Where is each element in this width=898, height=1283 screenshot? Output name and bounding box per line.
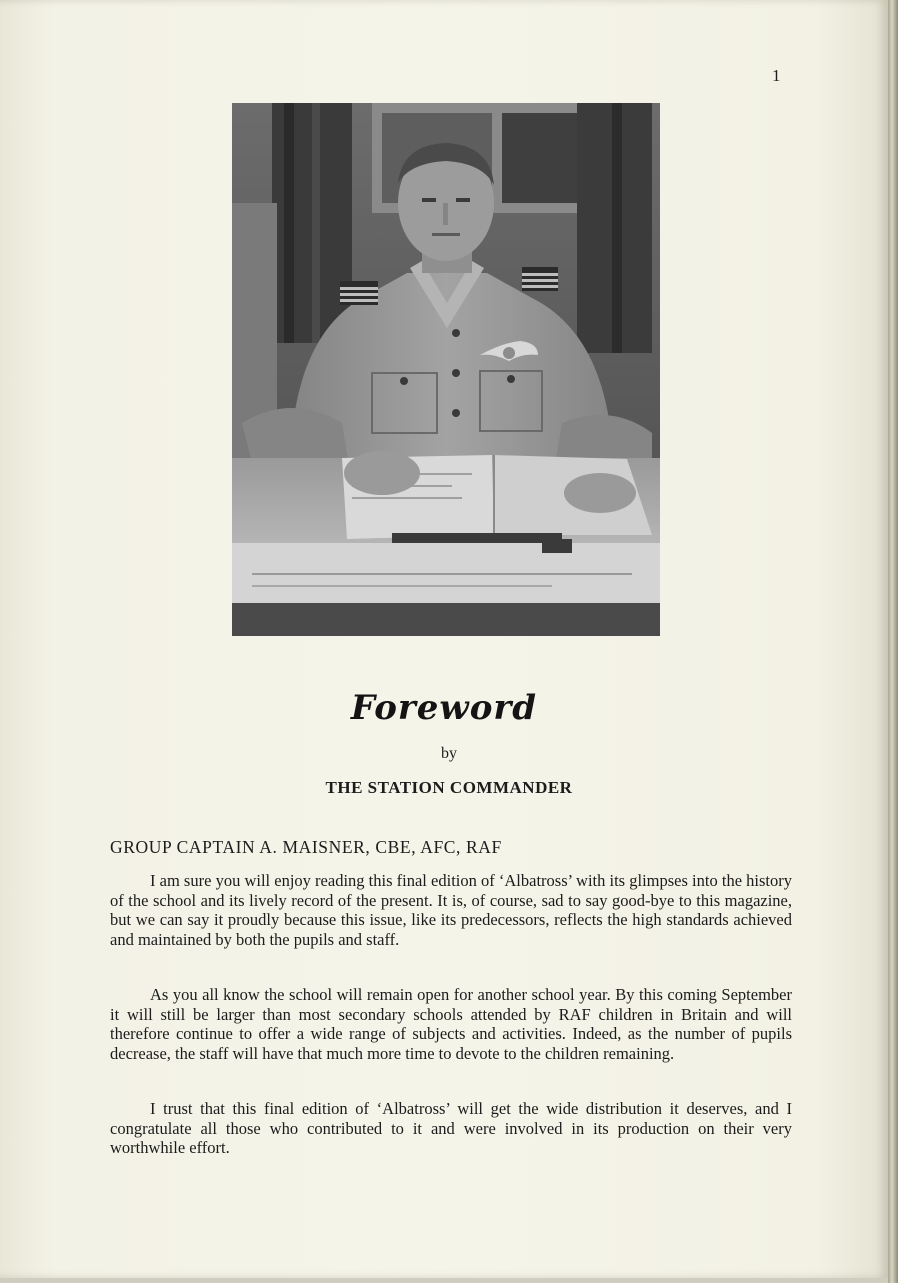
author-name: GROUP CAPTAIN A. MAISNER, CBE, AFC, RAF <box>110 837 502 857</box>
page-number: 1 <box>772 66 781 85</box>
paragraph: I trust that this final edition of ‘Albatross’ will get the wide distribution it deserves, and I congratulate all those who contributed to it and were involved in its production on their very worthwhile effort. <box>110 1099 792 1158</box>
byline: by <box>441 745 457 762</box>
foreword-title: Foreword <box>350 688 538 728</box>
paragraph: As you all know the school will remain open for another school year. By this coming September it will still be larger than most secondary schools attended by RAF children in Britain and will therefore continue to offer a wide range of subjects and activities. Indeed, as the number of pupils decrease, the staff will have that much more time to devote to the children remaining. <box>110 985 792 1064</box>
paragraph: I am sure you will enjoy reading this final edition of ‘Albatross’ with its glimpses into the history of the school and its lively record of the present. It is, of course, sad to say good-bye to this magazine, but we can say it proudly because this issue, like its predecessors, reflects the high standards achieved and maintained by both the pupils and staff. <box>110 871 792 950</box>
author-role: THE STATION COMMANDER <box>325 778 573 797</box>
page-edge <box>888 0 898 1283</box>
portrait-photo <box>232 103 660 636</box>
